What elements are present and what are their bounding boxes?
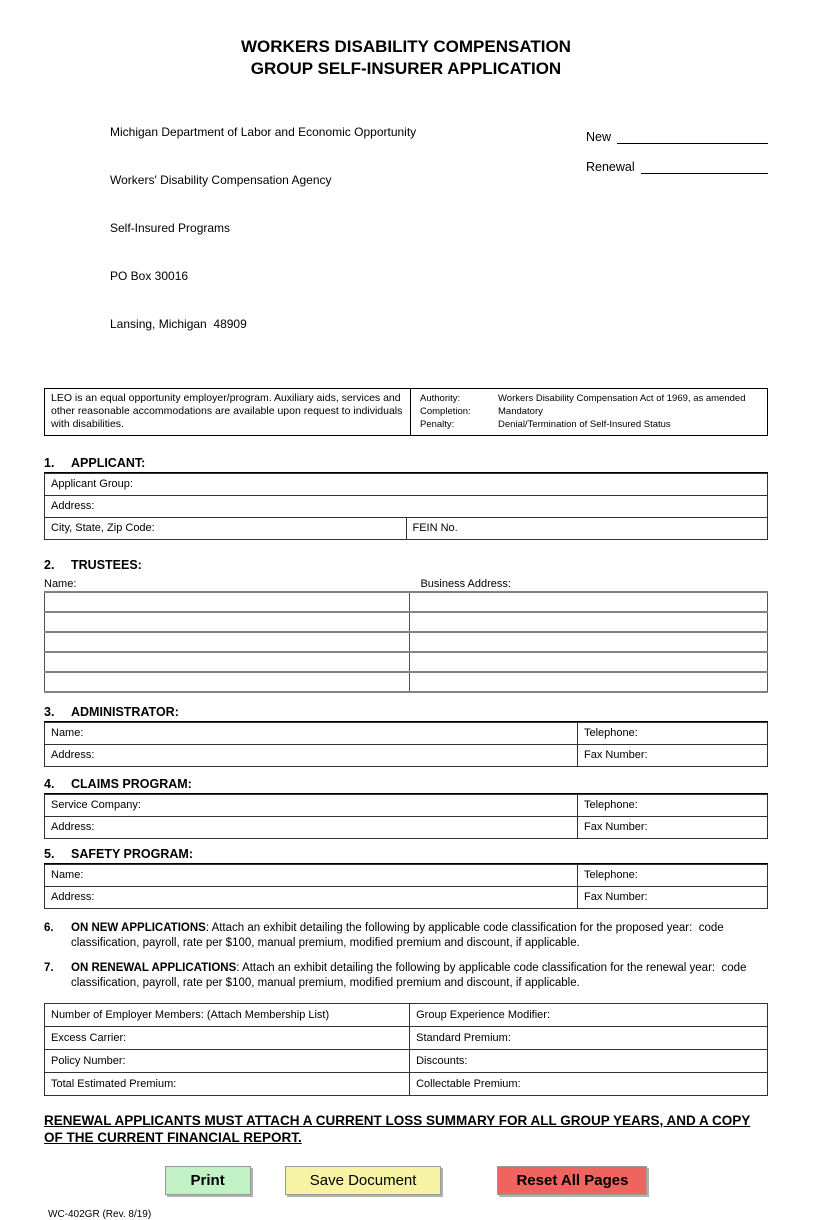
trustee-name-field[interactable]	[45, 672, 410, 692]
penalty-value: Denial/Termination of Self-Insured Status	[498, 419, 671, 430]
authority-value: Workers Disability Compensation Act of 1969, as amended	[498, 393, 746, 404]
table-row	[45, 1050, 768, 1073]
application-type-block	[586, 130, 768, 364]
section-label: TRUSTEES:	[71, 558, 142, 572]
agency-line: Workers' Disability Compensation Agency	[110, 173, 332, 187]
renewal-label: Renewal	[586, 160, 635, 174]
claims-address-field[interactable]	[45, 817, 578, 839]
completion-value: Mandatory	[498, 406, 543, 417]
claims-telephone-field[interactable]	[578, 795, 768, 817]
standard-premium-field[interactable]	[410, 1027, 768, 1050]
field-label: Standard Premium:	[416, 1032, 511, 1044]
table-row	[45, 612, 768, 632]
table-row	[45, 496, 768, 518]
safety-telephone-field[interactable]	[578, 865, 768, 887]
trustee-name-column-label: Name:	[44, 578, 77, 590]
field-label: Fax Number:	[584, 749, 648, 761]
agency-line: Lansing, Michigan 48909	[110, 317, 247, 331]
item-number: 6.	[44, 922, 54, 934]
trustee-business-address-field[interactable]	[410, 592, 768, 612]
form-number-footer: WC-402GR (Rev. 8/19)	[48, 1209, 152, 1220]
field-label: Fax Number:	[584, 891, 648, 903]
instruction-item-6	[44, 921, 768, 951]
agency-line: Self-Insured Programs	[110, 221, 231, 235]
trustees-table	[44, 591, 768, 693]
safety-name-field[interactable]	[45, 865, 578, 887]
title-line-1: WORKERS DISABILITY COMPENSATION	[241, 37, 571, 56]
item-text	[71, 921, 768, 951]
completion-row	[420, 405, 759, 418]
safety-address-field[interactable]	[45, 887, 578, 909]
instruction-item-7	[44, 961, 768, 991]
field-label: Address:	[51, 821, 95, 833]
table-row	[45, 518, 768, 540]
employer-members-field[interactable]	[45, 1004, 410, 1027]
renewal-attachment-notice: RENEWAL APPLICANTS MUST ATTACH A CURRENT LOSS SUMMARY FOR ALL GROUP YEARS, AND A COPY OF THE CURRENT FINANCIAL REPORT.	[44, 1113, 751, 1145]
administrator-table	[44, 722, 768, 767]
table-row	[45, 887, 768, 909]
new-input-line[interactable]	[617, 130, 768, 144]
header-row	[44, 92, 768, 364]
table-row	[45, 795, 768, 817]
agency-line: Michigan Department of Labor and Economic Opportunity	[110, 125, 417, 139]
claims-program-table	[44, 794, 768, 839]
item-body: : Attach an exhibit detailing the following by applicable code classification for the renewal year: code classification, payroll, rate per $100, manual premium, modified premium and discount, if applicable.	[71, 962, 750, 989]
field-label: Number of Employer Members: (Attach Membership List)	[51, 1009, 330, 1021]
section-heading-safety-program	[44, 847, 768, 864]
section-number: 5.	[44, 847, 55, 861]
table-row	[45, 474, 768, 496]
claims-service-company-field[interactable]	[45, 795, 578, 817]
administrator-address-field[interactable]	[45, 745, 578, 767]
field-label: Telephone:	[584, 869, 638, 881]
authority-row	[420, 392, 759, 405]
table-row	[45, 745, 768, 767]
safety-program-table	[44, 864, 768, 909]
table-row	[45, 865, 768, 887]
field-label: Service Company:	[51, 799, 141, 811]
save-document-button[interactable]: Save Document	[285, 1166, 442, 1195]
item-bold-lead: ON RENEWAL APPLICATIONS	[71, 962, 237, 974]
section-number: 2.	[44, 558, 55, 572]
trustee-name-field[interactable]	[45, 652, 410, 672]
section-label: CLAIMS PROGRAM:	[71, 777, 192, 791]
notice-box	[44, 388, 768, 436]
applicant-table	[44, 473, 768, 540]
administrator-telephone-field[interactable]	[578, 723, 768, 745]
applicant-group-field[interactable]	[45, 474, 768, 496]
trustee-name-field[interactable]	[45, 592, 410, 612]
field-label: Fax Number:	[584, 821, 648, 833]
applicant-address-field[interactable]	[45, 496, 768, 518]
page-title	[44, 36, 768, 80]
item-bold-lead: ON NEW APPLICATIONS	[71, 922, 206, 934]
renewal-input-line[interactable]	[641, 160, 768, 174]
table-row	[45, 652, 768, 672]
agency-address-block	[110, 92, 416, 364]
section-heading-applicant	[44, 456, 768, 473]
excess-carrier-field[interactable]	[45, 1027, 410, 1050]
reset-all-pages-button[interactable]: Reset All Pages	[497, 1166, 647, 1195]
form-page	[0, 36, 816, 1220]
field-label: Telephone:	[584, 799, 638, 811]
trustee-business-address-field[interactable]	[410, 652, 768, 672]
table-row	[45, 723, 768, 745]
section-label: APPLICANT:	[71, 456, 146, 470]
table-row	[45, 592, 768, 612]
field-label: Group Experience Modifier:	[416, 1009, 551, 1021]
collectable-premium-field[interactable]	[410, 1073, 768, 1096]
trustee-business-address-column-label: Business Address:	[420, 578, 511, 590]
applicant-group-label: Applicant Group:	[51, 478, 133, 490]
section-number: 1.	[44, 456, 55, 470]
trustee-business-address-field[interactable]	[410, 632, 768, 652]
section-heading-trustees	[44, 558, 768, 574]
field-label: Excess Carrier:	[51, 1032, 127, 1044]
fein-label: FEIN No.	[412, 522, 458, 534]
table-row	[45, 1073, 768, 1096]
section-number: 3.	[44, 705, 55, 719]
field-label: Policy Number:	[51, 1055, 126, 1067]
new-label: New	[586, 130, 612, 144]
field-label: Name:	[51, 727, 84, 739]
completion-label: Completion:	[420, 406, 471, 417]
section-label: SAFETY PROGRAM:	[71, 847, 193, 861]
trustee-business-address-field[interactable]	[410, 672, 768, 692]
agency-line: PO Box 30016	[110, 269, 189, 283]
penalty-label: Penalty:	[420, 419, 455, 430]
group-experience-modifier-field[interactable]	[410, 1004, 768, 1027]
safety-fax-field[interactable]	[578, 887, 768, 909]
field-label: Total Estimated Premium:	[51, 1078, 177, 1090]
section-heading-claims-program	[44, 777, 768, 794]
applicant-city-state-zip-field[interactable]	[45, 518, 407, 540]
premium-summary-table	[44, 1003, 768, 1096]
table-row	[45, 817, 768, 839]
field-label: Discounts:	[416, 1055, 468, 1067]
claims-fax-field[interactable]	[578, 817, 768, 839]
trustee-column-labels	[44, 577, 768, 591]
section-number: 4.	[44, 777, 55, 791]
total-estimated-premium-field[interactable]	[45, 1073, 410, 1096]
fein-field[interactable]	[406, 518, 768, 540]
title-line-2: GROUP SELF-INSURER APPLICATION	[250, 59, 562, 78]
equal-opportunity-text: LEO is an equal opportunity employer/program. Auxiliary aids, services and other reasonable accommodations are available upon request to individuals with disabilities.	[45, 389, 411, 435]
table-row	[45, 632, 768, 652]
print-button[interactable]: Print	[165, 1166, 251, 1195]
field-label: Collectable Premium:	[416, 1078, 521, 1090]
authority-label: Authority:	[420, 393, 461, 404]
penalty-row	[420, 418, 759, 431]
item-text	[71, 961, 768, 991]
field-label: Telephone:	[584, 727, 638, 739]
section-heading-administrator	[44, 705, 768, 722]
field-label: Address:	[51, 891, 95, 903]
item-body: : Attach an exhibit detailing the following by applicable code classification for the proposed year: code classification, payroll, rate per $100, manual premium, modified premium and discount, if applicable.	[71, 922, 727, 949]
renewal-row	[586, 160, 768, 174]
action-button-row	[44, 1166, 768, 1195]
policy-number-field[interactable]	[45, 1050, 410, 1073]
table-row	[45, 1004, 768, 1027]
item-number: 7.	[44, 962, 54, 974]
trustee-name-field[interactable]	[45, 632, 410, 652]
trustee-business-address-field[interactable]	[410, 612, 768, 632]
table-row	[45, 672, 768, 692]
authority-block	[411, 389, 767, 435]
administrator-fax-field[interactable]	[578, 745, 768, 767]
field-label: Name:	[51, 869, 84, 881]
trustee-name-field[interactable]	[45, 612, 410, 632]
section-label: ADMINISTRATOR:	[71, 705, 179, 719]
administrator-name-field[interactable]	[45, 723, 578, 745]
field-label: Address:	[51, 749, 95, 761]
discounts-field[interactable]	[410, 1050, 768, 1073]
applicant-address-label: Address:	[51, 500, 95, 512]
table-row	[45, 1027, 768, 1050]
city-state-zip-label: City, State, Zip Code:	[51, 522, 155, 534]
new-row	[586, 130, 768, 144]
